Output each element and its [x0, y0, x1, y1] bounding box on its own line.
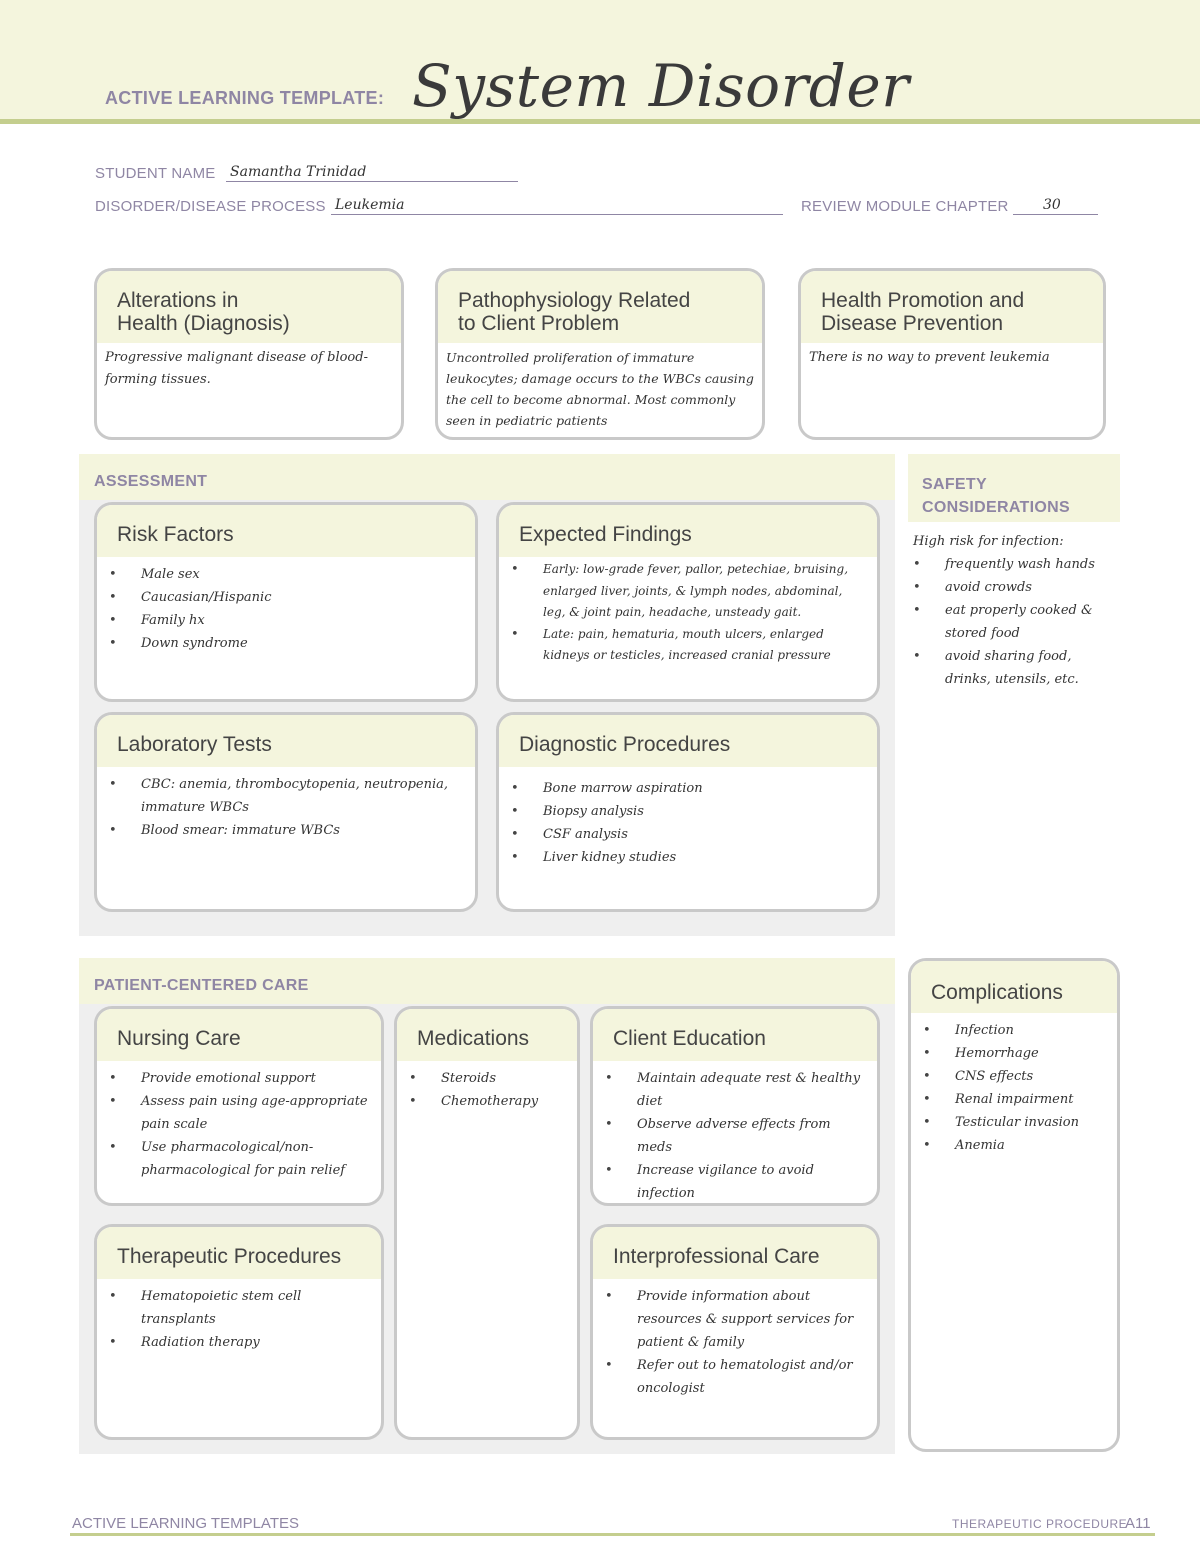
list-item: • Refer out to hematologist and/or oncologist: [605, 1354, 867, 1400]
safety-intro: High risk for infection:: [913, 534, 1064, 549]
list-item: • Family hx: [109, 609, 465, 632]
complications-list: [911, 1019, 1117, 1157]
list-item: • eat properly cooked & stored food: [913, 599, 1113, 645]
list-item: • Infection: [923, 1019, 1107, 1042]
patient-centered-care-label: PATIENT-CENTERED CARE: [94, 977, 309, 994]
expected-findings-list: [499, 559, 877, 667]
risk-factors-list: [97, 563, 475, 655]
list-item: • Increase vigilance to avoid infection: [605, 1159, 867, 1205]
alterations-title: Alterations in Health (Diagnosis): [97, 271, 401, 343]
diagnostic-procedures-box: [496, 712, 880, 912]
page-title: System Disorder: [412, 52, 910, 120]
complications-box: [908, 958, 1120, 1452]
list-item: • frequently wash hands: [913, 553, 1113, 576]
assessment-label: ASSESSMENT: [94, 473, 208, 490]
list-item: • Male sex: [109, 563, 465, 586]
list-item: • Assess pain using age-appropriate pain scale: [109, 1090, 371, 1136]
safety-list: [913, 553, 1113, 691]
laboratory-tests-list: [97, 773, 475, 842]
pathophysiology-text: Uncontrolled proliferation of immature leukocytes; damage occurs to the WBCs causing the cell to become abnormal. Most commonly seen in pediatric patients: [446, 350, 754, 428]
interprofessional-care-box: [590, 1224, 880, 1440]
disorder-label: DISORDER/DISEASE PROCESS: [95, 198, 326, 215]
laboratory-tests-title: Laboratory Tests: [97, 715, 475, 767]
list-item: • Steroids: [409, 1067, 567, 1090]
list-item: • Testicular invasion: [923, 1111, 1107, 1134]
medications-box: [394, 1006, 580, 1440]
footer-left: ACTIVE LEARNING TEMPLATES: [72, 1515, 299, 1532]
list-item: • Liver kidney studies: [511, 846, 867, 869]
medications-title: Medications: [397, 1009, 577, 1061]
review-chapter-label: REVIEW MODULE CHAPTER: [801, 198, 1009, 215]
risk-factors-title: Risk Factors: [97, 505, 475, 557]
page-number: A11: [1125, 1515, 1151, 1532]
complications-title: Complications: [911, 961, 1117, 1013]
list-item: • CBC: anemia, thrombocytopenia, neutropenia, immature WBCs: [109, 773, 465, 819]
interprofessional-care-title: Interprofessional Care: [593, 1227, 877, 1279]
list-item: • CSF analysis: [511, 823, 867, 846]
client-education-box: [590, 1006, 880, 1206]
list-item: • Observe adverse effects from meds: [605, 1113, 867, 1159]
list-item: • Use pharmacological/non-pharmacological for pain relief: [109, 1136, 371, 1182]
student-name-label: STUDENT NAME: [95, 165, 216, 182]
interprofessional-care-list: [593, 1285, 877, 1400]
list-item: • Biopsy analysis: [511, 800, 867, 823]
expected-findings-title: Expected Findings: [499, 505, 877, 557]
list-item: • Radiation therapy: [109, 1331, 371, 1354]
list-item: • Provide information about resources & support services for patient & family: [605, 1285, 867, 1354]
list-item: • avoid crowds: [913, 576, 1113, 599]
review-chapter-value: 30: [1043, 197, 1061, 213]
list-item: • Caucasian/Hispanic: [109, 586, 465, 609]
nursing-care-title: Nursing Care: [97, 1009, 381, 1061]
expected-findings-box: [496, 502, 880, 702]
student-name-value: Samantha Trinidad: [230, 164, 367, 180]
list-item: • Maintain adequate rest & healthy diet: [605, 1067, 867, 1113]
list-item: • Anemia: [923, 1134, 1107, 1157]
diagnostic-procedures-title: Diagnostic Procedures: [499, 715, 877, 767]
template-label: ACTIVE LEARNING TEMPLATE:: [105, 88, 385, 108]
list-item: • Hematopoietic stem cell transplants: [109, 1285, 371, 1331]
pathophysiology-title: Pathophysiology Related to Client Problem: [438, 271, 762, 343]
list-item: • Early: low-grade fever, pallor, petechiae, bruising, enlarged liver, joints, & lymph nodes, abdominal, leg, & joint pain, headache, unsteady gait.: [511, 559, 867, 624]
pathophysiology-box: [435, 268, 765, 440]
disorder-value: Leukemia: [335, 197, 405, 213]
list-item: • Blood smear: immature WBCs: [109, 819, 465, 842]
footer-section: THERAPEUTIC PROCEDURE: [952, 1517, 1128, 1531]
list-item: • Late: pain, hematuria, mouth ulcers, enlarged kidneys or testicles, increased cranial pressure: [511, 624, 867, 667]
list-item: • Hemorrhage: [923, 1042, 1107, 1065]
alterations-box: [94, 268, 404, 440]
disorder-field[interactable]: [331, 195, 783, 215]
alterations-text: Progressive malignant disease of blood-forming tissues.: [105, 350, 368, 387]
list-item: • avoid sharing food, drinks, utensils, etc.: [913, 645, 1113, 691]
footer-divider: [70, 1533, 1155, 1536]
list-item: • Renal impairment: [923, 1088, 1107, 1111]
client-education-list: [593, 1067, 877, 1205]
health-promotion-text: There is no way to prevent leukemia: [809, 350, 1050, 365]
therapeutic-procedures-title: Therapeutic Procedures: [97, 1227, 381, 1279]
safety-content: [913, 530, 1113, 691]
list-item: • Down syndrome: [109, 632, 465, 655]
diagnostic-procedures-list: [499, 777, 877, 869]
nursing-care-list: [97, 1067, 381, 1182]
risk-factors-box: [94, 502, 478, 702]
medications-list: [397, 1067, 577, 1113]
list-item: • Bone marrow aspiration: [511, 777, 867, 800]
safety-label: SAFETY CONSIDERATIONS: [922, 476, 1070, 516]
student-name-field[interactable]: [226, 162, 518, 182]
therapeutic-procedures-list: [97, 1285, 381, 1354]
review-chapter-field[interactable]: [1013, 195, 1098, 215]
client-education-title: Client Education: [593, 1009, 877, 1061]
list-item: • Provide emotional support: [109, 1067, 371, 1090]
list-item: • CNS effects: [923, 1065, 1107, 1088]
nursing-care-box: [94, 1006, 384, 1206]
health-promotion-title: Health Promotion and Disease Prevention: [801, 271, 1103, 343]
laboratory-tests-box: [94, 712, 478, 912]
therapeutic-procedures-box: [94, 1224, 384, 1440]
health-promotion-box: [798, 268, 1106, 440]
list-item: • Chemotherapy: [409, 1090, 567, 1113]
